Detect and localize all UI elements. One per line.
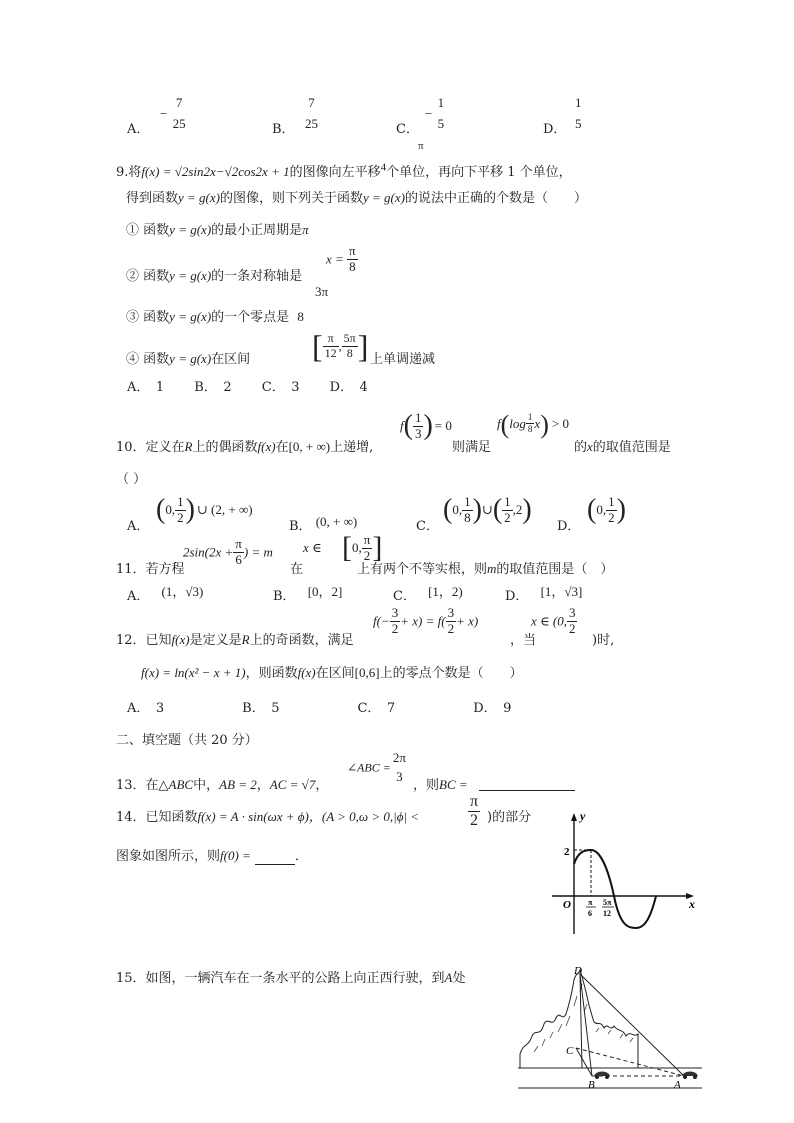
q10-c-two: 2 bbox=[515, 502, 523, 517]
y-axis-label: y bbox=[580, 809, 586, 823]
q12-fx-2: f(x) bbox=[297, 665, 316, 680]
q10-ineq-f: f bbox=[497, 415, 501, 431]
q13-comma: ， bbox=[256, 778, 270, 793]
q10-R: R bbox=[184, 439, 193, 454]
tick-5pi12-num: 5π bbox=[603, 898, 612, 907]
q8-option-b bbox=[272, 118, 295, 137]
q15-mountain-figure bbox=[514, 962, 704, 1094]
y-axis-arrow bbox=[571, 813, 577, 821]
q9-s4-n1: π bbox=[323, 332, 339, 347]
q10-d-n: 1 bbox=[608, 493, 615, 509]
q10-paren: （ ） bbox=[116, 472, 147, 487]
q11-line-tail bbox=[357, 558, 613, 577]
q10-base-n: 1 bbox=[527, 412, 533, 423]
q9-statement-2 bbox=[126, 265, 302, 284]
q9-s1-a: 函数 bbox=[143, 223, 170, 238]
q12-fx: f(x) bbox=[171, 632, 190, 647]
q15-A: A bbox=[444, 970, 453, 985]
q8-a-fraction bbox=[171, 96, 188, 132]
q12-equation bbox=[373, 606, 478, 637]
q9-s4-frac2 bbox=[342, 332, 358, 361]
q10-b-label: B． bbox=[289, 519, 312, 534]
q11-d-value: [1，√3] bbox=[540, 584, 583, 599]
q8-option-b-value bbox=[303, 96, 320, 132]
q9-s2-gx: y = g(x) bbox=[169, 268, 212, 283]
q11-eq-b: ) = m bbox=[243, 544, 273, 560]
q8-d-fraction bbox=[573, 96, 584, 132]
q10-t4: 则满足 bbox=[452, 440, 492, 455]
label-d: D bbox=[574, 965, 582, 977]
q12-ln: f(x) = ln(x² − x + 1) bbox=[141, 665, 246, 680]
q11-option-c bbox=[393, 585, 463, 604]
q9-statement-3 bbox=[126, 306, 304, 325]
q9-line1 bbox=[116, 161, 572, 180]
q9-s4-gx: y = g(x) bbox=[169, 351, 212, 366]
q8-d-den: 5 bbox=[575, 115, 582, 131]
q13-answer-blank[interactable] bbox=[479, 790, 575, 791]
q9-func: f(x) = √2sin2x−√2cos2x + 1 bbox=[141, 164, 290, 179]
q8-a-num: 7 bbox=[175, 95, 183, 110]
q12-frac2 bbox=[446, 606, 457, 637]
q14-line2a: 图象如图所示，则 bbox=[116, 849, 221, 864]
q10-cond-den: 3 bbox=[414, 425, 422, 441]
q11-eq-a: 2sin(2x + bbox=[183, 544, 234, 560]
q10-option-d: (0, $\frac{1}{2}$ ) bbox=[587, 493, 626, 525]
q14-t1: )的部分 bbox=[487, 810, 532, 825]
q14-cnum: π bbox=[468, 793, 480, 812]
q9-s4-interval: [ $\frac{\pi}{12}$ , $\frac{5\pi}{8}$ ] bbox=[312, 328, 369, 364]
q10-b-value: (0, + ∞) bbox=[315, 514, 358, 529]
q13-comma-2: ， bbox=[315, 778, 329, 793]
q8-option-c-value bbox=[425, 96, 446, 132]
q11-option-a bbox=[127, 585, 203, 604]
q8-a-sign: − bbox=[160, 105, 168, 121]
q10-option-c-label: C． bbox=[416, 519, 439, 534]
x-axis-label: x bbox=[689, 897, 695, 911]
max-value-label: 2 bbox=[564, 846, 570, 858]
q8-d-label: D． bbox=[543, 122, 567, 137]
q12-number: 12．已知 bbox=[116, 633, 172, 648]
q12-line1 bbox=[116, 629, 354, 648]
q10-number: 10．定义在 bbox=[116, 440, 185, 455]
q9-shift-num: π bbox=[418, 140, 424, 152]
section-fill-blank-title: 二、填空题（共 20 分） bbox=[116, 733, 258, 748]
q10-a-n: 1 bbox=[177, 493, 184, 509]
q11-a-label: A． bbox=[127, 589, 150, 604]
q9-s2-x: x = bbox=[326, 251, 344, 267]
q12-e3: + x) bbox=[456, 613, 479, 629]
q12-t7: 上的零点个数是（ ） bbox=[379, 666, 523, 681]
q13-ab: AB = 2 bbox=[219, 777, 257, 792]
q13-angle-label: ∠ABC = bbox=[347, 760, 391, 775]
q14-cond-frac bbox=[468, 793, 480, 831]
q11-d-label: D． bbox=[505, 589, 529, 604]
q14-cden: 2 bbox=[470, 812, 479, 830]
q8-c-num: 1 bbox=[437, 95, 445, 110]
q12-t5: ，则函数 bbox=[245, 666, 298, 681]
q12-options: A． 3 B． 5 C． 7 D． 9 bbox=[127, 701, 512, 716]
q9-s3-gx: y = g(x) bbox=[169, 309, 212, 324]
q13-ang-den: 3 bbox=[396, 768, 403, 784]
q12-d1: 2 bbox=[391, 620, 399, 636]
q11-int-den: 2 bbox=[363, 547, 371, 563]
q9-s4-b: 在区间 bbox=[211, 352, 251, 367]
q15-line1 bbox=[116, 967, 466, 986]
q10-fx: f(x) bbox=[257, 439, 276, 454]
q11-a-value: (1，√3) bbox=[161, 584, 204, 599]
q10-inequality: f(log $\frac{1}{8}$ x) > 0 bbox=[497, 410, 569, 439]
q9-s2-axis bbox=[326, 244, 358, 275]
q9-number: 9. bbox=[116, 165, 129, 180]
q10-t2: 在 bbox=[275, 440, 289, 455]
q10-base-d: 8 bbox=[527, 423, 533, 434]
q12-t4: )时, bbox=[592, 633, 615, 648]
q9-options: A． 1 B． 2 C． 3 D． 4 bbox=[127, 380, 368, 395]
q12-t1: 是定义是 bbox=[189, 633, 242, 648]
q10-interval: [0, + ∞) bbox=[288, 439, 331, 454]
q10-t1: 上的偶函数 bbox=[192, 440, 258, 455]
q12-domain bbox=[531, 606, 577, 637]
q10-c-frac2 bbox=[502, 495, 513, 526]
q9-s4-frac1 bbox=[323, 332, 339, 361]
q12-n1: 3 bbox=[391, 605, 399, 620]
q9-statement-4 bbox=[126, 348, 250, 367]
q10-a-d: 2 bbox=[177, 509, 184, 525]
q10-ineq-gt: > 0 bbox=[551, 415, 569, 431]
q11-int-num: π bbox=[363, 531, 371, 547]
q14-line2 bbox=[116, 845, 308, 865]
q9-s3-mark: ③ bbox=[126, 310, 140, 325]
q9-s2-den: 8 bbox=[349, 258, 356, 274]
q14-f0: f(0) = bbox=[220, 848, 251, 863]
q10-xvar: x bbox=[587, 439, 593, 454]
q9-s3-b: 的一个零点是 bbox=[211, 310, 290, 325]
q10-c-d2: 2 bbox=[504, 509, 511, 525]
q9-mid: 的图像向左平移 bbox=[289, 165, 381, 180]
q11-b-value: [0，2] bbox=[307, 584, 343, 599]
q14-cond: ，(A > 0,ω > 0,|ϕ| < bbox=[308, 809, 420, 824]
q12-n2: 3 bbox=[447, 605, 455, 620]
tick-pi6-num: π bbox=[588, 898, 593, 907]
tick-5pi12-den: 12 bbox=[603, 909, 611, 918]
q8-c-sign: − bbox=[425, 105, 433, 121]
q14-period: ． bbox=[294, 849, 308, 864]
q9-s4-a: 函数 bbox=[143, 352, 170, 367]
q14-func: f(x) = A · sin(ωx + ϕ) bbox=[197, 809, 309, 824]
q9-line2-c: 的说法中正确的个数是（ ） bbox=[405, 191, 588, 206]
tick-pi6-den: 6 bbox=[588, 909, 592, 918]
q10-cond-f: f bbox=[400, 418, 404, 433]
q9-line2 bbox=[126, 187, 587, 206]
q10-t3: 上递增, bbox=[330, 440, 374, 455]
origin-label: O bbox=[563, 899, 571, 911]
q9-s2-mark: ② bbox=[126, 269, 140, 284]
q9-s2-a: 函数 bbox=[143, 269, 170, 284]
q8-c-fraction bbox=[436, 96, 447, 132]
q12-e1: f(− bbox=[373, 613, 390, 629]
q9-shift-den: 4 bbox=[380, 161, 387, 174]
q13-tri: △ABC bbox=[158, 777, 194, 792]
q10-d-frac bbox=[606, 495, 617, 526]
q9-s3-bottom: 8 bbox=[297, 309, 304, 324]
q9-s1-gx: y = g(x) bbox=[169, 222, 212, 237]
q11-x-in: x ∈ bbox=[303, 540, 322, 555]
q10-option-d-label: D． bbox=[557, 519, 581, 534]
q15-number: 15．如图，一辆汽车在一条水平的公路上向正西行驶，到 bbox=[116, 971, 445, 986]
q10-t5: 的 bbox=[574, 440, 588, 455]
q13-t2: ，则 bbox=[413, 778, 440, 793]
q14-number: 14．已知函数 bbox=[116, 810, 198, 825]
q9-s2-b: 的一条对称轴是 bbox=[211, 269, 303, 284]
q8-a-label: A． bbox=[127, 122, 150, 137]
q11-eq-den: 6 bbox=[235, 551, 242, 567]
label-a: A bbox=[674, 1079, 681, 1091]
q9-s2-num: π bbox=[349, 243, 356, 258]
q12-frac1 bbox=[390, 606, 401, 637]
q8-b-fraction bbox=[303, 96, 320, 132]
q8-c-label: C． bbox=[396, 122, 419, 137]
q11-equation bbox=[183, 537, 273, 568]
q12-e2: + x) = f( bbox=[400, 613, 446, 629]
q12-t2: 上的奇函数，满足 bbox=[249, 633, 354, 648]
q8-option-d-value bbox=[573, 96, 584, 132]
q12-dn: 3 bbox=[568, 605, 576, 620]
q10-cond-eq: = 0 bbox=[434, 418, 452, 433]
q13-angle bbox=[347, 751, 408, 785]
q9-line2-a: 得到函数 bbox=[126, 191, 179, 206]
q9-prefix: 将 bbox=[128, 165, 142, 180]
q9-gx-2: y = g(x) bbox=[363, 190, 405, 205]
q10-ineq-log: log bbox=[509, 415, 526, 431]
q11-t2: 上有两个不等实根，则 bbox=[357, 562, 488, 577]
q9-s2-fraction bbox=[347, 244, 358, 275]
q10-a-frac bbox=[175, 495, 186, 526]
q11-eq-num: π bbox=[235, 536, 242, 551]
line-da bbox=[580, 974, 684, 1076]
q12-dd: 2 bbox=[568, 620, 576, 636]
q10-line1-tail bbox=[574, 436, 671, 455]
q10-c-n2: 1 bbox=[504, 493, 511, 509]
q10-d-d: 2 bbox=[608, 509, 615, 525]
q13-ac: AC = √7 bbox=[269, 777, 316, 792]
q8-b-num: 7 bbox=[308, 95, 315, 110]
q8-c-den: 5 bbox=[437, 115, 445, 131]
q13-line bbox=[116, 774, 328, 793]
q10-option-a-label: A． bbox=[127, 519, 150, 534]
q9-s1-pi: π bbox=[302, 222, 309, 237]
q11-b-label: B． bbox=[273, 589, 296, 604]
q9-s4-n2: 5π bbox=[343, 331, 356, 346]
q12-t3: ，当 bbox=[510, 633, 537, 648]
q10-t6: 的取值范围是 bbox=[592, 440, 671, 455]
q9-s4-d1: 12 bbox=[324, 346, 337, 360]
q11-number: 11．若方程 bbox=[116, 562, 185, 577]
q14-cond-frac-wrap bbox=[468, 793, 480, 831]
q8-option-d bbox=[543, 118, 566, 137]
q10-c-zero: 0, bbox=[452, 502, 463, 517]
q8-option-a bbox=[127, 118, 149, 137]
q9-s1-b: 的最小正周期是 bbox=[211, 223, 303, 238]
q11-eq-frac bbox=[233, 537, 244, 568]
q10-option-c: (0, $\frac{1}{8}$ )∪( $\frac{1}{2}$ ,2) bbox=[443, 493, 532, 525]
q12-d2: 2 bbox=[447, 620, 455, 636]
q10-ineq-x: x bbox=[534, 415, 541, 431]
q8-option-a-value bbox=[160, 96, 188, 132]
q10-option-a: (0, $\frac{1}{2}$ ) ∪ (2, + ∞) bbox=[156, 493, 253, 525]
q9-statement-1 bbox=[126, 219, 309, 238]
q10-d-zero: 0, bbox=[596, 502, 607, 517]
q12-R: R bbox=[241, 632, 250, 647]
q8-option-c bbox=[396, 118, 419, 137]
q12-x-in: x ∈ (0, bbox=[531, 613, 567, 629]
q9-s1-mark: ① bbox=[126, 223, 140, 238]
q9-s3-top: 3π bbox=[315, 284, 329, 299]
q10-cond-num: 1 bbox=[414, 409, 422, 425]
q9-suffix: 个单位，再向下平移 1 个单位， bbox=[386, 165, 572, 180]
q13-tail bbox=[413, 774, 468, 793]
q9-s4-d2: 8 bbox=[346, 346, 353, 360]
q14-sine-graph bbox=[548, 808, 698, 938]
q9-s4-tail: 上单调递减 bbox=[370, 352, 436, 367]
q13-ang-num: 2π bbox=[392, 750, 406, 765]
q11-c-label: C． bbox=[393, 589, 416, 604]
q12-int: [0,6] bbox=[354, 665, 380, 680]
q11-t3: 的取值范围是（ ） bbox=[496, 562, 614, 577]
q13-t1: 中， bbox=[193, 778, 220, 793]
q14-answer-blank[interactable] bbox=[255, 849, 295, 865]
q9-s3-a: 函数 bbox=[143, 310, 170, 325]
q8-a-den: 25 bbox=[172, 115, 186, 131]
q13-bc: BC = bbox=[439, 777, 468, 792]
q10-a-tail: ∪ (2, + ∞) bbox=[196, 502, 253, 517]
q13-number: 13．在 bbox=[116, 778, 159, 793]
label-c: C bbox=[566, 1045, 574, 1057]
q10-c-n1: 1 bbox=[464, 493, 471, 509]
q10-cond-frac bbox=[413, 411, 424, 442]
q10-a-zero: 0, bbox=[165, 502, 176, 517]
q13-angle-frac bbox=[391, 751, 408, 785]
q9-gx-1: y = g(x) bbox=[178, 190, 220, 205]
q9-line2-b: 的图像，则下列关于函数 bbox=[220, 191, 364, 206]
q8-b-den: 25 bbox=[305, 115, 318, 131]
mountain-shading bbox=[534, 984, 633, 1052]
q10-c-d1: 8 bbox=[464, 509, 471, 525]
line-ca bbox=[576, 1048, 684, 1076]
q10-line1 bbox=[116, 436, 373, 455]
q12-line2 bbox=[141, 662, 523, 681]
q15-t1: 处 bbox=[452, 971, 466, 986]
q8-b-label: B． bbox=[272, 122, 295, 137]
q10-c-frac1 bbox=[462, 495, 473, 526]
q14-line1 bbox=[116, 806, 419, 825]
q11-zero: 0, bbox=[352, 540, 362, 555]
q11-t1: 在 bbox=[290, 562, 304, 577]
label-b: B bbox=[588, 1079, 595, 1091]
q11-interval: [0, $\frac{\pi}{2}$ ] bbox=[342, 531, 383, 564]
q8-d-num: 1 bbox=[575, 95, 582, 110]
q10-condition: f( $\frac{1}{3}$ ) = 0 bbox=[400, 409, 452, 441]
q11-option-d bbox=[505, 585, 582, 604]
q11-option-b bbox=[273, 585, 342, 604]
q9-s4-mark: ④ bbox=[126, 352, 140, 367]
q12-t6: 在区间 bbox=[315, 666, 355, 681]
q12-domain-frac bbox=[567, 606, 578, 637]
sine-curve bbox=[574, 850, 656, 928]
q11-c-value: [1，2) bbox=[428, 584, 463, 599]
q11-m: m bbox=[487, 561, 497, 576]
